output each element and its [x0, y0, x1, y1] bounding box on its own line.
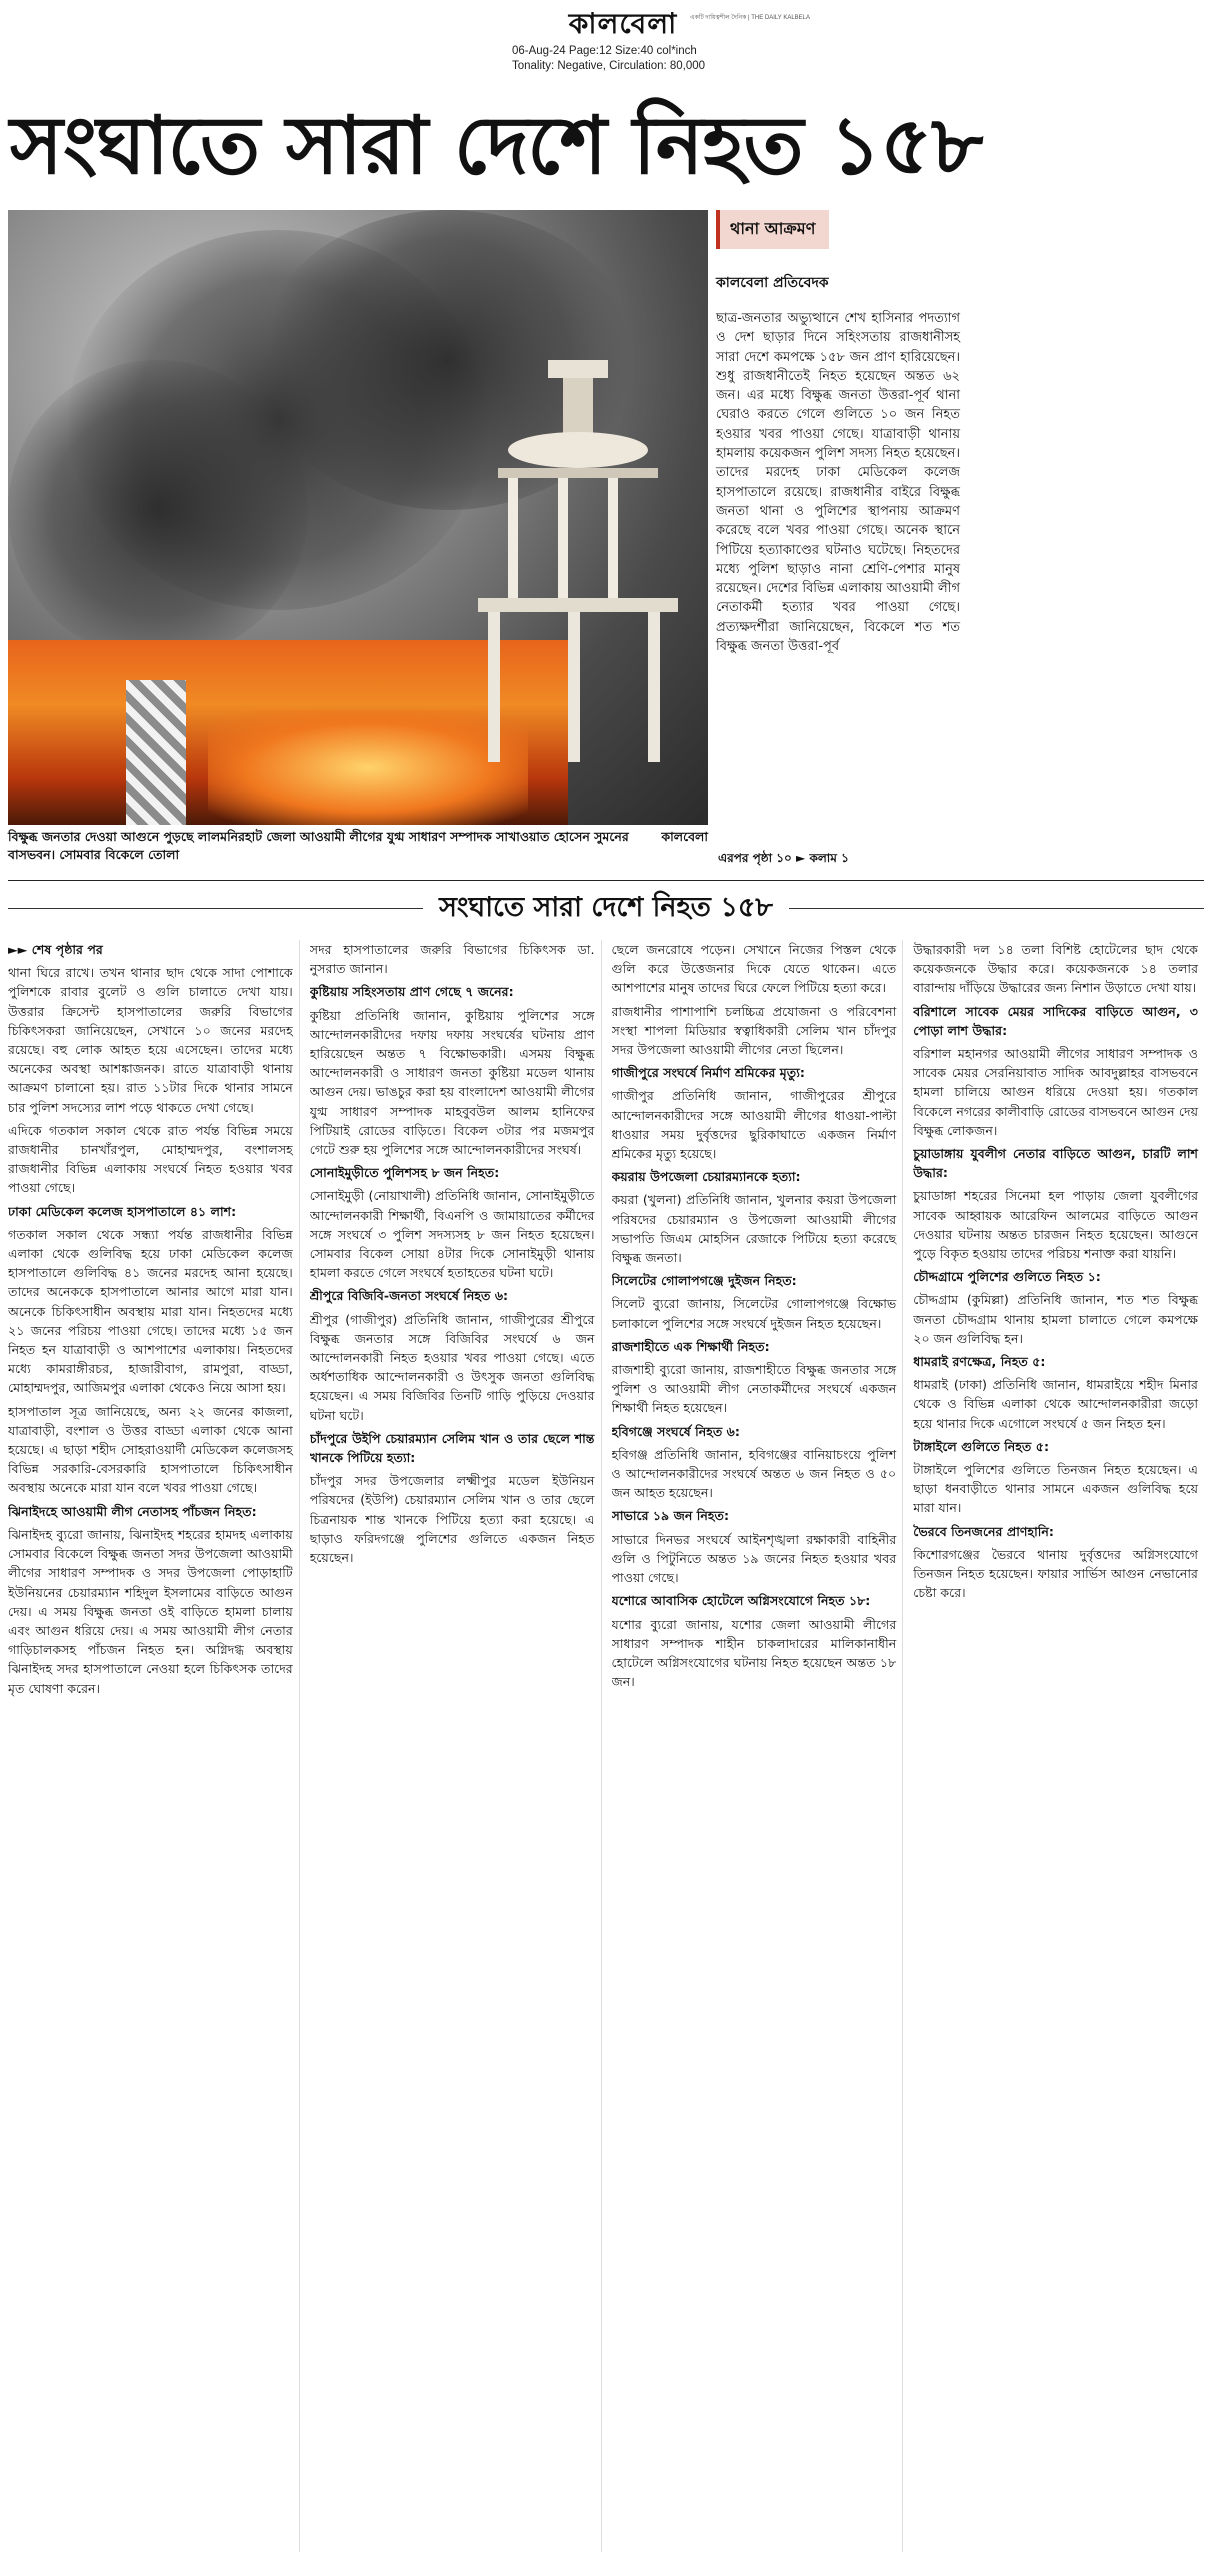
article-column: [913, 940, 1204, 2552]
article-paragraph: সদর হাসপাতালের জরুরি বিভাগের চিকিৎসক ডা. নুসরাত জানান।: [309, 942, 595, 977]
clipping-meta-line: Tonality: Negative, Circulation: 80,000: [512, 60, 706, 72]
article-paragraph: গতকাল সকাল থেকে সন্ধ্যা পর্যন্ত রাজধানীর বিভিন্ন এলাকা থেকে গুলিবিদ্ধ হয়ে ঢাকা মেডিকেল কলেজ হাসপাতালে গুলিবিদ্ধ ৪১ জনের মরদেহ আনা হয়েছে। তাদের অনেককে হাসপাতালে আনার আগে মারা যান। অনেকে চিকিৎসাধীন অবস্থায় মারা যান। নিহতদের মধ্যে ২১ জনের পরিচয় পাওয়া গেছে। তাদের মধ্যে ১৫ জন নিহত হন যাত্রাবাড়ী ও আশপাশের এলাকায়। নিহতদের মধ্যে কামরাঙ্গীরচর, হাজারীবাগ, রামপুরা, বাড্ডা, মোহাম্মদপুর, আজিমপুর এলাকা থেকেও নিয়ে আসা হয়।: [8, 1226, 293, 1396]
photo-credit: কালবেলা: [661, 829, 708, 844]
article-paragraph: বরিশাল মহানগর আওয়ামী লীগের সাধারণ সম্পাদক ও সাবেক মেয়র সেরনিয়াবাত সাদিক আবদুল্লাহর বাসভবনে হামলা চালিয়ে আগুন ধরিয়ে দেওয়া হয়। গতকাল বিকেলে নগরের কালীবাড়ি রোডের বাসভবনে আগুন দেয় বিক্ষুব্ধ লোকজন।: [913, 1046, 1198, 1138]
article-paragraph: গাজীপুর প্রতিনিধি জানান, গাজীপুরের শ্রীপুরে আন্দোলনকারীদের সঙ্গে আওয়ামী লীগের ধাওয়া-পাল্টা ধাওয়ার সময় দুর্বৃত্তদের ছুরিকাঘাতে একজন নির্মাণ শ্রমিকের মৃত্যু হয়েছে।: [611, 1088, 897, 1162]
clipping-meta: [512, 44, 705, 74]
article-subheading: চাঁদপুরে উইপি চেয়ারম্যান সেলিম খান ও তার ছেলে শান্ত খানকে পিটিয়ে হত্যা:: [309, 1430, 595, 1466]
article-subheading: টাঙ্গাইলে গুলিতে নিহত ৫:: [913, 1438, 1049, 1454]
article-paragraph: হবিগঞ্জ প্রতিনিধি জানান, হবিগঞ্জের বানিয়াচংয়ে পুলিশ ও আন্দোলনকারীদের সংঘর্ষে অন্তত ৬ জন নিহত ও ৫০ জন আহত হয়েছেন।: [611, 1446, 897, 1501]
article-paragraph: কুষ্টিয়া প্রতিনিধি জানান, কুষ্টিয়ায় পুলিশের সঙ্গে আন্দোলনকারীদের দফায় দফায় সংঘর্ষের ঘটনায় প্রাণ হারিয়েছেন অন্তত ৭ বিক্ষোভকারী। এসময় বিক্ষুব্ধ আন্দোলনকারী ও সাধারণ জনতা কুষ্টিয়া মডেল থানায় আগুন দেয়। ভাঙচুর করা হয় বাংলাদেশ আওয়ামী লীগের যুগ্ম সাধারণ সম্পাদক মাহবুবউল আলম হানিফের পিটিয়াই রোডের বাড়িতে। বিকেল ৩টার পর মজমপুর গেটে শুরু হয় পুলিশের সঙ্গে আন্দোলনকারীদের সংঘর্ষ।: [309, 1007, 595, 1158]
article-subheading: রাজশাহীতে এক শিক্ষার্থী নিহত:: [611, 1338, 770, 1354]
article-subheading: চৌদ্দগ্রামে পুলিশের গুলিতে নিহত ১:: [913, 1269, 1101, 1285]
article-paragraph: ঝিনাইদহ ব্যুরো জানায়, ঝিনাইদহ শহরের হামদহ এলাকায় সোমবার বিকেলে বিক্ষুব্ধ জনতা সদর উপজেলা আওয়ামী লীগের সাধারণ সম্পাদক ও সদর উপজেলা পোড়াহাটি ইউনিয়নের চেয়ারম্যান শহিদুল ইসলামের বাড়িতে আগুন দেয়। এ সময় বিক্ষুব্ধ জনতা ওই বাড়িতে হামলা চালায় এবং আগুন ধরিয়ে দেয়। এ সময় আওয়ামী লীগ নেতার গাড়িচালকসহ পাঁচজন নিহত হন। অগ্নিদগ্ধ অবস্থায় ঝিনাইদহ সদর হাসপাতালে নেওয়া হলে চিকিৎসক তাদের মৃত ঘোষণা করেন।: [8, 1526, 293, 1696]
article-paragraph: ছেলে জনরোষে পড়েন। সেখানে নিজের পিস্তল থেকে গুলি করে উত্তেজনার দিকে যেতে থাকেন। এতে আশপাশের মানুষ তাদের ঘিরে ফেলে পিটিয়ে হত্যা করে।: [611, 942, 897, 996]
main-headline: সংঘাতে সারা দেশে নিহত ১৫৮: [10, 99, 983, 192]
article-paragraph: সাভারে দিনভর সংঘর্ষে আইনশৃঙ্খলা রক্ষাকারী বাহিনীর গুলি ও পিটুনিতে অন্তত ১৯ জনের নিহত হওয়ার খবর পাওয়া গেছে।: [611, 1531, 897, 1586]
building-decoration-graphic: [478, 340, 678, 800]
article-subheading: ধামরাই রণক্ষেত্র, নিহত ৫:: [913, 1354, 1046, 1370]
article-subheading: সিলেটের গোলাপগঞ্জে দুইজন নিহত:: [611, 1273, 797, 1289]
section-tag: থানা আক্রমণ: [716, 210, 829, 249]
article-paragraph: এদিকে গতকাল সকাল থেকে রাত পর্যন্ত বিভিন্ন সময়ে রাজধানীর চানখাঁরপুল, মোহাম্মদপুর, বংশালসহ রাজধানীর বিভিন্ন এলাকায় সংঘর্ষে নিহত হওয়ার খবর পাওয়া গেছে।: [8, 1122, 293, 1196]
article-paragraph: রাজধানীর পাশাপাশি চলচ্চিত্র প্রযোজনা ও পরিবেশনা সংস্থা শাপলা মিডিয়ার স্বত্বাধিকারী সেলিম খান চাঁদপুর সদর উপজেলা আওয়ামী লীগের নেতা ছিলেন।: [611, 1003, 897, 1058]
article-subheading: ভৈরবে তিনজনের প্রাণহানি:: [913, 1523, 1054, 1539]
article-paragraph: চুয়াডাঙ্গা শহরের সিনেমা হল পাড়ায় জেলা যুবলীগের সাবেক আহ্বায়ক আরেফিন আলমের বাড়িতে আগুন দেওয়ার ঘটনায় অন্তত চারজন নিহত হয়েছেন। আগুনে পুড়ে বিকৃত হওয়ায় তাদের পরিচয় শনাক্ত করা যায়নি।: [913, 1188, 1198, 1262]
article-column: [612, 940, 904, 2552]
article-subheading: হবিগঞ্জে সংঘর্ষে নিহত ৬:: [611, 1423, 740, 1439]
article-subheading: সাভারে ১৯ জন নিহত:: [611, 1508, 729, 1524]
article-paragraph: চাঁদপুর সদর উপজেলার লক্ষ্মীপুর মডেল ইউনিয়ন পরিষদের (ইউপি) চেয়ারম্যান সেলিম খান ও তার ছেলে চিত্রনায়ক শান্ত খানকে পিটিয়ে হত্যা করা হয়েছে। এ ছাড়াও ফরিদগঞ্জে পুলিশের গুলিতে একজন নিহত হয়েছেন।: [309, 1473, 595, 1566]
article-paragraph: টাঙ্গাইলে পুলিশের গুলিতে তিনজন নিহত হয়েছেন। এ ছাড়া ধনবাড়ীতে থানার সামনে একজন গুলিবিদ্ধ হয়ে মারা যান।: [913, 1462, 1198, 1516]
article-subheading: কুষ্টিয়ায় সহিংসতায় প্রাণ গেছে ৭ জনের:: [309, 984, 514, 1000]
article-paragraph: উদ্ধারকারী দল ১৪ তলা বিশিষ্ট হোটেলের ছাদ থেকে কয়েকজনকে উদ্ধার করে। কয়েকজনকে ১৪ তলার বারান্দায় দাঁড়িয়ে উদ্ধারের জন্য নিশান উড়াতে দেখা যায়।: [913, 942, 1198, 996]
article-paragraph: সোনাইমুড়ী (নোয়াখালী) প্রতিনিধি জানান, সোনাইমুড়ীতে আন্দোলনকারী শিক্ষার্থী, বিএনপি ও জামায়াতের কর্মীদের সঙ্গে সংঘর্ষে ৩ পুলিশ সদস্যসহ ৮ জন নিহত হয়েছেন। সোমবার বিকেল সোয়া ৪টার দিকে সোনাইমুড়ী থানায় হামলা করতে গেলে সংঘর্ষে হতাহতের ঘটনা ঘটে।: [309, 1188, 595, 1281]
article-paragraph: থানা ঘিরে রাখে। তখন থানার ছাদ থেকে সাদা পোশাকে পুলিশকে রাবার বুলেট ও গুলি চালাতে দেখা যায়। উত্তরার ক্রিসেন্ট হাসপাতালের জরুরি বিভাগের চিকিৎসকরা জানিয়েছেন, সেখানে ১০ জনের মরদেহ রয়েছে। বহু লোক আহত হয়ে এসেছেন। তাদের মধ্যে অনেকের অবস্থা আশঙ্কাজনক। রাতে যাত্রাবাড়ী থানায় আক্রমণ চালানো হয়। রাত ১১টার দিকে থানার সামনে চার পুলিশ সদস্যের লাশ পড়ে থাকতে দেখা গেছে।: [8, 965, 293, 1115]
sidebar-story: [716, 210, 960, 656]
section-divider: [8, 880, 1204, 881]
article-subheading: গাজীপুরে সংঘর্ষে নির্মাণ শ্রমিকের মৃত্যু:: [611, 1065, 805, 1081]
article-subheading: যশোরে আবাসিক হোটেলে অগ্নিসংযোগে নিহত ১৮:: [611, 1593, 871, 1609]
article-subheading: বরিশালে সাবেক মেয়র সাদিকের বাড়িতে আগুন, ৩ পোড়া লাশ উদ্ধার:: [913, 1003, 1198, 1038]
article-paragraph: হাসপাতাল সূত্র জানিয়েছে, অন্য ২২ জনের কাজলা, যাত্রাবাড়ী, বংশাল ও উত্তর বাড্ডা এলাকা থেকে আনা হয়েছে। এ ছাড়া শহীদ সোহরাওয়ার্দী মেডিকেল কলেজসহ বিভিন্ন সরকারি-বেসরকারি হাসপাতালে চিকিৎসাধীন অবস্থায় অনেকে মারা যান বলে খবর পাওয়া গেছে।: [8, 1403, 293, 1496]
photo-caption: [8, 828, 708, 864]
article-paragraph: রাজশাহী ব্যুরো জানায়, রাজশাহীতে বিক্ষুব্ধ জনতার সঙ্গে পুলিশ ও আওয়ামী লীগ নেতাকর্মীদের সংঘর্ষে একজন শিক্ষার্থী নিহত হয়েছেন।: [611, 1362, 897, 1416]
clipping-meta-line: 06-Aug-24 Page:12 Size:40 col*inch: [512, 45, 697, 57]
article-paragraph: কিশোরগঞ্জের ভৈরবে থানায় দুর্বৃত্তদের অগ্নিসংযোগে তিনজন নিহত হয়েছেন। ফায়ার সার্ভিস আগুন নেভানোর চেষ্টা করে।: [913, 1546, 1198, 1601]
article-column: [8, 940, 300, 2552]
article-subheading: কয়রায় উপজেলা চেয়ারম্যানকে হত্যা:: [611, 1169, 801, 1185]
article-paragraph: সিলেট ব্যুরো জানায়, সিলেটের গোলাপগঞ্জে বিক্ষোভ চলাকালে পুলিশের সঙ্গে সংঘর্ষে দুইজন নিহত হয়েছেন।: [611, 1296, 897, 1331]
article-paragraph: যশোর ব্যুরো জানায়, যশোর জেলা আওয়ামী লীগের সাধারণ সম্পাদক শাহীন চাকলাদারের মালিকানাধীন হোটেলে অগ্নিসংযোগের ঘটনায় নিহত হয়েছেন অন্তত ১৮ জন।: [611, 1616, 897, 1690]
article-column: [310, 940, 602, 2552]
news-photo: [8, 210, 708, 825]
article-subheading: ঝিনাইদহে আওয়ামী লীগ নেতাসহ পাঁচজন নিহত:: [8, 1503, 257, 1519]
article-paragraph: ধামরাই (ঢাকা) প্রতিনিধি জানান, ধামরাইয়ে শহীদ মিনার থেকে ও বিভিন্ন এলাকা থেকে আন্দোলনকারীরা জড়ো হয়ে থানার দিকে এগোলে সংঘর্ষে ৫ জন নিহত হন।: [913, 1377, 1198, 1431]
continuation-headline: [0, 890, 1212, 926]
article-paragraph: শ্রীপুর (গাজীপুর) প্রতিনিধি জানান, গাজীপুরের শ্রীপুরে বিক্ষুব্ধ জনতার সঙ্গে বিজিবির সংঘর্ষে ৬ জন আন্দোলনকারী নিহত হওয়ার খবর পাওয়া গেছে। এতে অর্ধশতাধিক আন্দোলনকারী ও উৎসুক জনতা গুলিবিদ্ধ হয়েছেন। এ সময় বিজিবির তিনটি গাড়ি পুড়িয়ে দেওয়ার ঘটনা ঘটে।: [309, 1311, 595, 1423]
continuation-note: এরপর পৃষ্ঠা ১০ ► কলাম ১: [718, 851, 849, 865]
newspaper-tagline: একটি দায়িত্বশীল দৈনিক | THE DAILY KALBELA: [690, 15, 811, 21]
article-subheading: ঢাকা মেডিকেল কলেজ হাসপাতালে ৪১ লাশ:: [8, 1203, 237, 1219]
article-paragraph: কয়রা (খুলনা) প্রতিনিধি জানান, খুলনার কয়রা উপজেলা পরিষদের চেয়ারম্যান ও উপজেলা আওয়ামী লীগের সভাপতি জিএম মোহসিন রেজাকে পিটিয়ে হত্যা করেছে বিক্ষুব্ধ জনতা।: [611, 1192, 897, 1266]
article-paragraph: চৌদ্দগ্রাম (কুমিল্লা) প্রতিনিধি জানান, শত শত বিক্ষুব্ধ জনতা চৌদ্দগ্রাম থানায় হামলা চালাতে গেলে কমপক্ষে ২০ জন গুলিবিদ্ধ হন।: [913, 1292, 1198, 1346]
continuation-headline-text: সংঘাতে সারা দেশে নিহত ১৫৮: [423, 892, 789, 923]
newspaper-logo: কালবেলা: [568, 7, 678, 40]
article-subheading: সোনাইমুড়ীতে পুলিশসহ ৮ জন নিহত:: [309, 1165, 500, 1181]
lead-story-text: ছাত্র-জনতার অভ্যুত্থানে শেখ হাসিনার পদত্যাগ ও দেশ ছাড়ার দিনে সহিংসতায় রাজধানীসহ সারা দেশে কমপক্ষে ১৫৮ জন প্রাণ হারিয়েছেন। শুধু রাজধানীতেই নিহত হয়েছেন অন্তত ৬২ জন। এর মধ্যে বিক্ষুব্ধ জনতা উত্তরা-পূর্ব থানা ঘেরাও করতে গেলে গুলিতে ১০ জন নিহত হওয়ার খবর পাওয়া গেছে। যাত্রাবাড়ী থানায় হামলায় কয়েকজন পুলিশ সদস্য নিহত হয়েছেন। তাদের মরদেহ ঢাকা মেডিকেল কলেজ হাসপাতালে রয়েছে। রাজধানীর বাইরে বিক্ষুব্ধ জনতা থানা ও পুলিশের স্থাপনায় আক্রমণ করেছে বলে খবর পাওয়া গেছে। অনেক স্থানে পিটিয়ে হত্যাকাণ্ডের ঘটনাও ঘটেছে। নিহতদের মধ্যে পুলিশ ছাড়াও নানা শ্রেণি-পেশার মানুষ রয়েছেন। দেশের বিভিন্ন এলাকায় আওয়ামী লীগ নেতাকর্মী হত্যার খবর পাওয়া গেছে। প্রত্যক্ষদর্শীরা জানিয়েছেন, বিকেলে শত শত বিক্ষুব্ধ জনতা উত্তরা-পূর্ব: [716, 311, 960, 655]
article-subheading: শ্রীপুরে বিজিবি-জনতা সংঘর্ষে নিহত ৬:: [309, 1288, 509, 1304]
article-columns: [8, 940, 1204, 2552]
byline: কালবেলা প্রতিবেদক: [716, 275, 829, 291]
photo-caption-text: বিক্ষুব্ধ জনতার দেওয়া আগুনে পুড়ছে লালমনিরহাট জেলা আওয়ামী লীগের যুগ্ম সাধারণ সম্পাদক সাখাওয়াত হোসেন সুমনের বাসভবন। সোমবার বিকেলে তোলা: [8, 829, 629, 862]
masthead: [0, 0, 1212, 76]
article-subheading: চুয়াডাঙ্গায় যুবলীগ নেতার বাড়িতে আগুন, চারটি লাশ উদ্ধার:: [913, 1146, 1198, 1181]
article-subheading: ►► শেষ পৃষ্ঠার পর: [8, 942, 103, 957]
